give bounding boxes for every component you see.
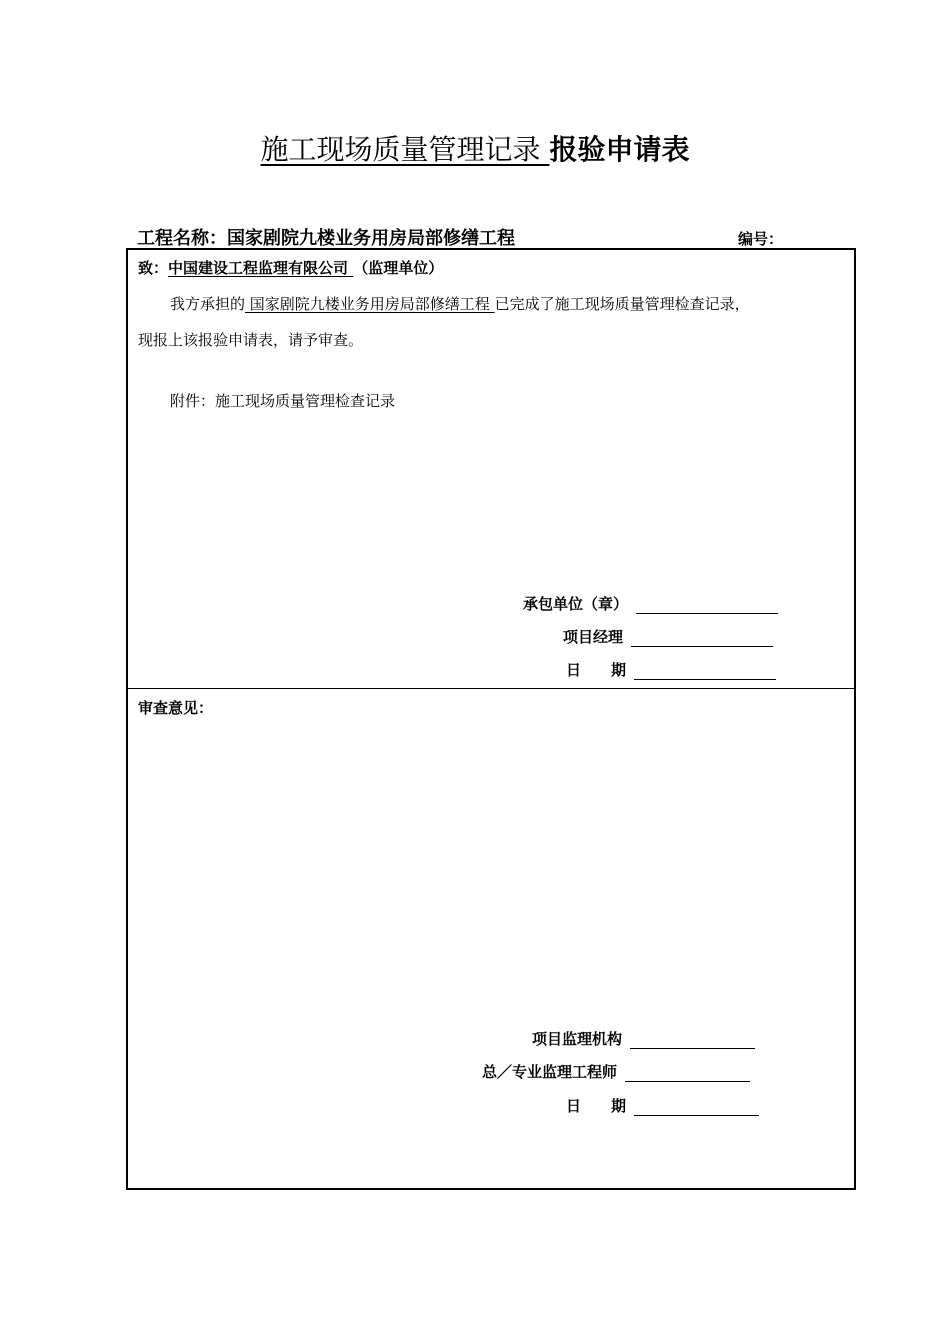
application-statement	[138, 286, 844, 358]
project-name-value: 国家剧院九楼业务用房局部修缮工程	[227, 228, 515, 249]
application-form-table	[126, 248, 856, 1190]
supervision-org-label: 项目监理机构	[532, 1030, 623, 1048]
contractor-signature-row	[523, 593, 778, 614]
application-date-blank[interactable]	[634, 663, 776, 680]
addressee-label: 致：	[138, 259, 169, 277]
serial-number-label: 编号：	[738, 230, 784, 248]
statement-line-1	[138, 286, 844, 322]
contractor-signature-blank[interactable]	[636, 597, 778, 614]
supervision-org-blank[interactable]	[630, 1032, 755, 1049]
manager-signature-blank[interactable]	[631, 630, 773, 647]
review-date-row	[566, 1095, 759, 1116]
addressee-suffix: （监理单位）	[353, 259, 444, 277]
statement-text-after: 已完成了施工现场质量管理检查记录，	[494, 295, 750, 313]
application-date-label: 日 期	[566, 661, 627, 679]
manager-label: 项目经理	[563, 628, 624, 646]
addressee-line	[138, 257, 443, 278]
supervision-org-row	[532, 1028, 755, 1049]
review-date-label: 日 期	[566, 1097, 627, 1115]
contractor-label: 承包单位（章）	[523, 595, 629, 613]
project-name-label: 工程名称：	[137, 228, 227, 249]
supervising-engineer-row	[482, 1061, 750, 1082]
form-title	[0, 130, 950, 170]
review-date-blank[interactable]	[634, 1099, 759, 1116]
title-record-name: 施工现场质量管理记录	[260, 133, 550, 166]
attachment-note: 附件：施工现场质量管理检查记录	[170, 392, 396, 410]
review-opinion-label: 审查意见：	[138, 699, 214, 717]
manager-signature-row	[563, 626, 773, 647]
supervising-engineer-label: 总／专业监理工程师	[482, 1063, 618, 1081]
application-date-row	[566, 659, 776, 680]
statement-line-2: 现报上该报验申请表，请予审查。	[138, 331, 364, 349]
statement-text-before: 我方承担的	[170, 295, 246, 313]
supervising-engineer-blank[interactable]	[625, 1065, 750, 1082]
addressee-company: 中国建设工程监理有限公司	[168, 259, 354, 277]
statement-project-blank: 国家剧院九楼业务用房局部修缮工程	[245, 295, 495, 313]
title-form-name: 报验申请表	[549, 133, 690, 166]
project-name-line	[137, 224, 515, 250]
section-divider	[128, 688, 854, 689]
